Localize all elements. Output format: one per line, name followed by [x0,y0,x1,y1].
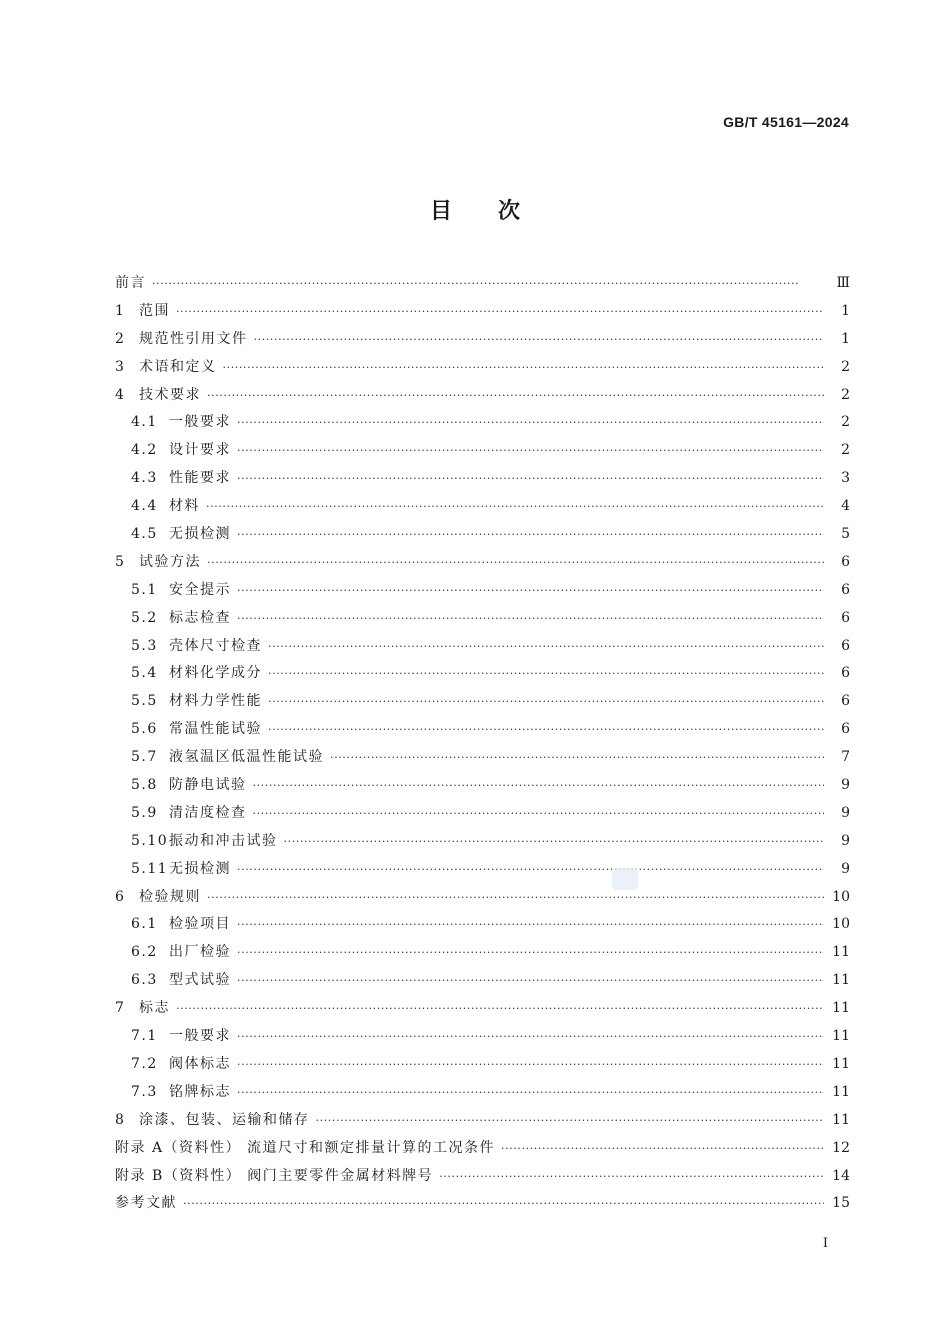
dot-leader [316,1107,825,1135]
toc-entry[interactable] [115,549,850,577]
toc-entry-title: 常温性能试验 [169,721,262,738]
toc-entry[interactable] [115,1135,850,1163]
toc-entry-title: 无损检测 [169,526,231,543]
toc-entry-number: 5.11 [131,860,169,877]
toc-entry[interactable] [115,1190,850,1218]
dot-leader [207,884,824,912]
dot-leader [176,995,824,1023]
toc-entry-title: 检验规则 [139,888,201,905]
standard-code: GB/T 45161—2024 [723,114,849,130]
toc-entry[interactable] [115,1107,850,1135]
dot-leader [284,828,825,856]
toc-entry-title: 标志 [139,1000,170,1017]
toc-entry-title: 附录 B（资料性） 阀门主要零件金属材料牌号 [115,1167,434,1184]
dot-leader [330,744,824,772]
dot-leader [501,1135,824,1163]
dot-leader [237,437,824,465]
toc-entry[interactable] [115,716,850,744]
toc-entry-title: 范围 [139,302,170,319]
toc-entry-number: 7.3 [131,1083,158,1100]
toc-entry[interactable] [115,856,850,884]
toc-entry-number: 5.3 [131,637,158,654]
toc-entry-number: 4.5 [131,526,158,543]
toc-entry-page: 12 [832,1139,850,1156]
toc-entry[interactable] [115,298,850,326]
toc-entry-page: 1 [841,330,850,347]
toc-entry-number: 4.1 [131,414,158,431]
dot-leader [237,967,824,995]
toc-entry[interactable] [115,688,850,716]
toc-entry-number: 5.9 [131,804,158,821]
toc-entry-number: 5 [115,553,126,570]
toc-entry-page: 11 [832,1055,850,1072]
toc-entry-page: 11 [832,1000,850,1017]
toc-entry[interactable] [115,326,850,354]
page-number: I [822,1236,828,1251]
dot-leader [237,856,824,884]
toc-entry-title: 防静电试验 [169,777,247,794]
toc-entry-number: 6.3 [131,972,158,989]
dot-leader [237,409,824,437]
toc-entry[interactable] [115,493,850,521]
toc-entry-number: 6 [115,888,126,905]
toc-entry[interactable] [115,521,850,549]
toc-entry-title: 清洁度检查 [169,804,247,821]
dot-leader [207,549,824,577]
toc-entry-title: 标志检查 [169,609,231,626]
toc-entry-title: 附录 A（资料性） 流道尺寸和额定排量计算的工况条件 [115,1139,496,1156]
toc-entry-number: 6.2 [131,944,158,961]
dot-leader [237,939,824,967]
toc-entry-number: 3 [115,358,126,375]
toc-entry-number: 6.1 [131,916,158,933]
toc-entry-number: 5.6 [131,721,158,738]
dot-leader [237,1023,824,1051]
toc-entry-page: 6 [841,665,850,682]
toc-entry-page: 10 [832,888,850,905]
toc-entry-title: 材料力学性能 [169,693,262,710]
toc-entry-page: 11 [832,1028,850,1045]
dot-leader [268,660,824,688]
toc-entry[interactable] [115,828,850,856]
toc-entry[interactable] [115,1163,850,1191]
toc-entry-page: Ⅲ [836,275,850,291]
toc-entry-page: 2 [841,414,850,431]
toc-entry-title: 无损检测 [169,860,231,877]
toc-entry-number: 7 [115,1000,126,1017]
toc-entry-title: 规范性引用文件 [139,330,248,347]
toc-entry-title: 技术要求 [139,386,201,403]
toc-entry-title: 涂漆、包装、运输和储存 [139,1111,310,1128]
dot-leader [183,1190,824,1218]
toc-entry-number: 4.3 [131,470,158,487]
dot-leader [207,382,824,410]
toc-entry[interactable] [115,1023,850,1051]
toc-entry-number: 4.4 [131,498,158,515]
toc-entry-page: 3 [841,470,850,487]
toc-entry[interactable] [115,911,850,939]
toc-entry-title: 检验项目 [169,916,231,933]
toc-entry[interactable] [115,577,850,605]
toc-entry[interactable] [115,1079,850,1107]
toc-entry-page: 9 [841,777,850,794]
toc-entry[interactable] [115,465,850,493]
toc-entry[interactable] [115,270,850,298]
toc-entry-number: 5.1 [131,581,158,598]
toc-entry-number: 5.5 [131,693,158,710]
toc-entry-page: 2 [841,442,850,459]
toc-entry-page: 6 [841,581,850,598]
toc-entry-page: 9 [841,832,850,849]
dot-leader [439,1163,824,1191]
toc-entry-page: 2 [841,386,850,403]
toc-entry[interactable] [115,800,850,828]
toc-entry-title: 一般要求 [169,1028,231,1045]
toc-entry-page: 9 [841,860,850,877]
toc-entry-number: 4 [115,386,126,403]
toc-entry-number: 1 [115,302,126,319]
toc-entry-number: 5.4 [131,665,158,682]
toc-entry[interactable] [115,772,850,800]
dot-leader [254,326,825,354]
toc-entry[interactable] [115,660,850,688]
toc-entry-page: 15 [832,1195,850,1212]
toc-entry[interactable] [115,967,850,995]
dot-leader [253,772,825,800]
toc-entry-page: 10 [832,916,850,933]
dot-leader [237,465,824,493]
toc-entry-page: 14 [832,1167,850,1184]
toc-entry-number: 8 [115,1111,126,1128]
toc-entry[interactable] [115,605,850,633]
toc-entry-number: 5.2 [131,609,158,626]
toc-entry-page: 5 [841,526,850,543]
toc-entry[interactable] [115,1051,850,1079]
dot-leader [237,1051,824,1079]
toc-entry[interactable] [115,995,850,1023]
toc-entry-title: 铭牌标志 [169,1083,231,1100]
toc-entry-page: 1 [841,302,850,319]
toc-entry-title: 材料化学成分 [169,665,262,682]
toc-entry-number: 7.2 [131,1055,158,1072]
toc-entry-title: 术语和定义 [139,358,217,375]
toc-entry-title: 液氢温区低温性能试验 [169,749,324,766]
table-of-contents [115,270,850,1218]
toc-entry-title: 试验方法 [139,553,201,570]
toc-entry-page: 2 [841,358,850,375]
toc-entry-title: 阀体标志 [169,1055,231,1072]
toc-entry[interactable] [115,354,850,382]
dot-leader [268,688,824,716]
dot-leader [237,577,824,605]
toc-entry-title: 出厂检验 [169,944,231,961]
toc-entry[interactable] [115,633,850,661]
dot-leader [237,605,824,633]
toc-entry-number: 5.8 [131,777,158,794]
toc-entry-page: 11 [832,1111,850,1128]
toc-entry-page: 11 [832,944,850,961]
toc-entry-title: 振动和冲击试验 [169,832,278,849]
toc-entry-title: 壳体尺寸检查 [169,637,262,654]
toc-entry-number: 7.1 [131,1028,158,1045]
toc-entry-title: 设计要求 [169,442,231,459]
toc-entry-page: 11 [832,1083,850,1100]
toc-entry-page: 11 [832,972,850,989]
dot-leader [237,521,824,549]
dot-leader [223,354,825,382]
toc-entry-title: 前言 [115,275,146,291]
toc-entry-number: 2 [115,330,126,347]
toc-entry-number: 4.2 [131,442,158,459]
toc-entry-page: 9 [841,804,850,821]
page-title: 目次 [429,199,566,224]
toc-entry[interactable] [115,437,850,465]
toc-entry-number: 5.10 [131,832,169,849]
toc-entry[interactable] [115,382,850,410]
dot-leader [268,633,824,661]
toc-entry[interactable] [115,409,850,437]
dot-leader [237,1079,824,1107]
toc-entry-title: 一般要求 [169,414,231,431]
dot-leader [237,911,824,939]
toc-entry-page: 6 [841,693,850,710]
toc-entry-page: 6 [841,553,850,570]
toc-entry-number: 5.7 [131,749,158,766]
dot-leader [253,800,825,828]
toc-entry[interactable] [115,744,850,772]
toc-entry-title: 安全提示 [169,581,231,598]
toc-entry-title: 性能要求 [169,470,231,487]
toc-entry-page: 6 [841,609,850,626]
toc-entry-page: 7 [841,749,850,766]
toc-entry[interactable] [115,939,850,967]
dot-leader [206,493,824,521]
toc-entry-page: 6 [841,721,850,738]
toc-entry[interactable] [115,884,850,912]
dot-leader [152,270,824,298]
watermark-logo [612,868,638,890]
toc-entry-title: 型式试验 [169,972,231,989]
dot-leader [268,716,824,744]
dot-leader [176,298,824,326]
toc-entry-page: 4 [841,498,850,515]
toc-entry-title: 材料 [169,498,200,515]
toc-entry-title: 参考文献 [115,1195,177,1212]
toc-entry-page: 6 [841,637,850,654]
